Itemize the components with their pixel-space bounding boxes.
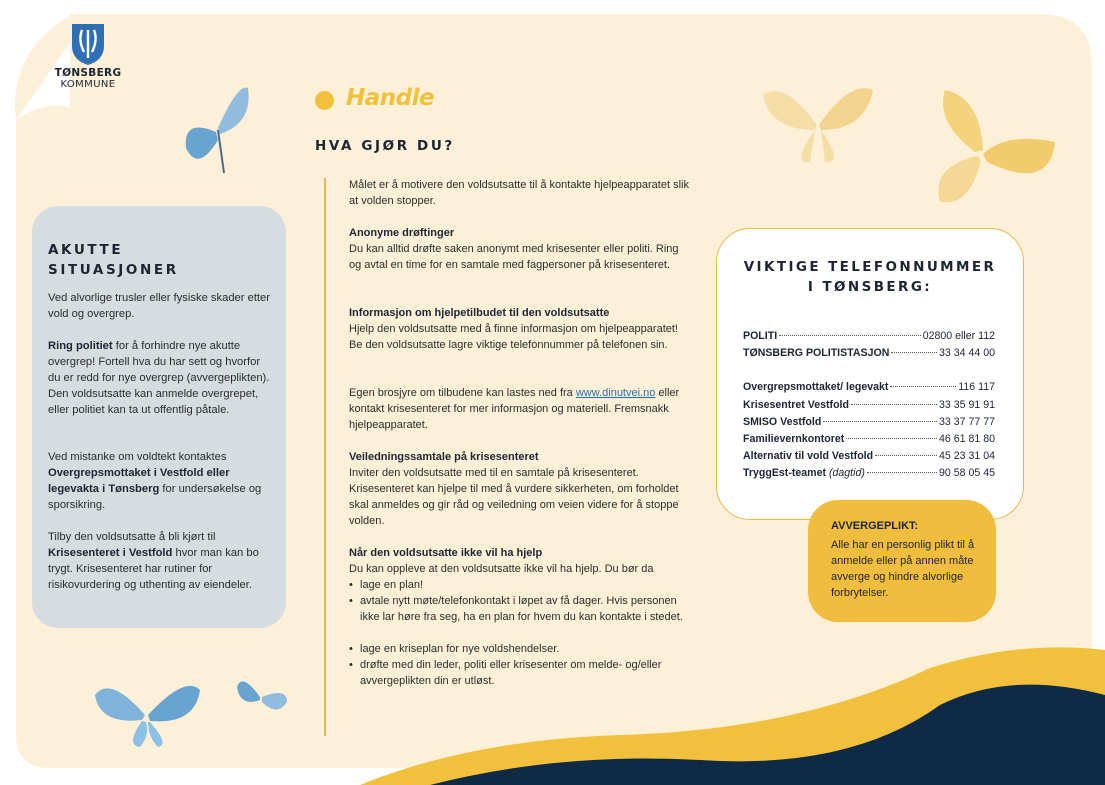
- butterfly-gold-icon: [755, 80, 880, 170]
- guidance-conversation: Veiledningssamtale på krisesenteret Inviter den voldsutsatte med til en samtale på krisesenteret. Krisesenteret kan hjelpe til med å vurdere sikkerheten, om forholdet skal anmeldes og gir råd og veiledning om veien videre for å stoppe volden.: [349, 451, 679, 527]
- butterfly-blue-icon: [90, 675, 205, 750]
- refuses-help: Når den voldsutsatte ikke vil ha hjelp Du kan oppleve at den voldsutsatte ikke vil ha hjelp. Du bør da: [349, 547, 654, 575]
- acute-paragraph-1: Ved alvorlige trusler eller fysiske skader etter vold og overgrep.: [48, 292, 270, 320]
- phone-row: Familievernkontoret 46 61 81 80: [743, 433, 995, 445]
- section-subheading: HVA GJØR DU?: [315, 138, 455, 154]
- phone-row: Alternativ til vold Vestfold 45 23 31 04: [743, 450, 995, 462]
- section-heading: Handle: [346, 85, 435, 111]
- phone-row: Overgrepsmottaket/ legevakt 116 117: [743, 381, 995, 393]
- acute-paragraph-3: Ved mistanke om voldtekt kontaktes Overgrepsmottaket i Vestfold eller legevakta i Tønsberg for undersøkelse og sporsikring.: [48, 451, 262, 511]
- list-item: • avtale nytt møte/telefonkontakt i løpet av få dager. Hvis personen ikke lar høre fra seg, ha en plan for hvem du kan kontakte i stedet.: [349, 595, 683, 623]
- coat-of-arms-icon: [70, 22, 106, 66]
- duty-to-prevent-title: AVVERGEPLIKT:: [831, 520, 919, 532]
- anonymous-discussions: Anonyme drøftinger Du kan alltid drøfte saken anonymt med krisesenter eller politi. Ring og avtal en time for en samtale med fagpersoner på krisesenteret.: [349, 227, 679, 271]
- phone-row: TryggEst-teamet (dagtid) 90 58 05 45: [743, 467, 995, 479]
- phone-row: Krisesentret Vestfold 33 35 91 91: [743, 399, 995, 411]
- acute-paragraph-4: Tilby den voldsutsatte å bli kjørt til Krisesenteret i Vestfold hvor man kan bo trygt. Krisesenteret har rutiner for risikovurdering og uthenting av eiendeler.: [48, 531, 259, 591]
- brochure-text: Egen brosjyre om tilbudene kan lastes ned fra www.dinutvei.no eller kontakt krisesenteret for mer informasjon og materiell. Fremsnakk hjelpeapparatet.: [349, 387, 680, 431]
- phone-numbers-title: VIKTIGE TELEFONNUMMER I TØNSBERG:: [743, 259, 997, 295]
- phone-row: TØNSBERG POLITISTASJON 33 34 44 00: [743, 347, 995, 359]
- phone-row: POLITI 02800 eller 112: [743, 330, 995, 342]
- butterfly-gold-icon: [925, 82, 1065, 222]
- phone-row: SMISO Vestfold 33 37 77 77: [743, 416, 995, 428]
- dinutvei-link[interactable]: www.dinutvei.no: [575, 387, 656, 399]
- logo-subtitle: KOMMUNE: [60, 79, 116, 90]
- acute-situations-title: AKUTTE SITUASJONER: [48, 242, 179, 278]
- municipality-logo: [52, 22, 124, 90]
- help-info: Informasjon om hjelpetilbudet til den voldsutsatte Hjelp den voldsutsatte med å finne informasjon om hjelpeapparatet! Be den voldsutsatte lagre viktige telefonnummer på telefonen sin.: [349, 307, 678, 351]
- list-item: • lage en kriseplan for nye voldshendelser.: [349, 643, 560, 655]
- list-item: • drøfte med din leder, politi eller krisesenter om melde- og/eller avvergeplikten din er utløst.: [349, 659, 662, 687]
- logo-name: TØNSBERG: [54, 67, 122, 79]
- duty-to-prevent-text: Alle har en personlig plikt til å anmelde eller på annen måte avverge og hindre alvorlige forbrytelser.: [831, 539, 975, 599]
- list-item: • lage en plan!: [349, 579, 423, 591]
- butterfly-blue-icon: [178, 78, 258, 178]
- butterfly-blue-icon: [232, 672, 292, 722]
- intro-text: Målet er å motivere den voldsutsatte til å kontakte hjelpeapparatet slik at volden stopper.: [349, 179, 689, 207]
- column-divider: [324, 178, 326, 736]
- acute-paragraph-2: Ring politiet for å forhindre nye akutte overgrep! Fortell hva du har sett og hvorfor du er redd for nye overgrep (avvergeplikten). Den voldsutsatte kan anmelde overgrepet, eller politiet kan ta ut offentlig påtale.: [48, 340, 270, 416]
- heading-dot: [315, 91, 334, 110]
